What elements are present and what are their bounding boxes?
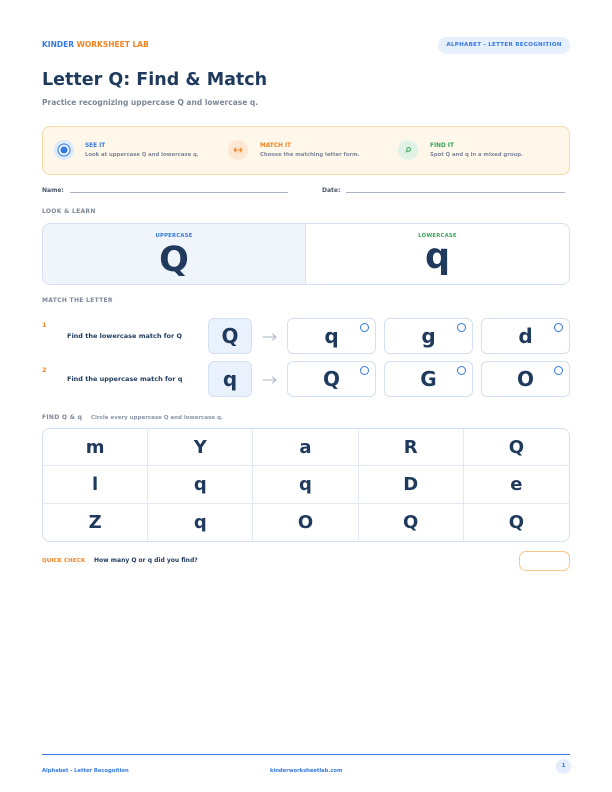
grid-cell[interactable]: Y [148, 429, 253, 466]
grid-cell[interactable]: l [43, 466, 148, 503]
option-radio[interactable] [457, 366, 466, 375]
brand-logo [42, 40, 149, 50]
option-letter: d [518, 324, 533, 348]
option-choice[interactable] [287, 361, 376, 397]
lowercase-letter: q [424, 237, 451, 277]
grid-cell[interactable]: q [148, 504, 253, 541]
look-learn-heading: LOOK & LEARN [42, 208, 96, 215]
target-icon [54, 140, 74, 160]
option-radio[interactable] [360, 366, 369, 375]
target-letter: Q [208, 318, 252, 354]
question-number: 2 [42, 366, 47, 374]
option-choice[interactable] [287, 318, 376, 354]
grid-cell[interactable]: D [359, 466, 464, 503]
swap-arrows-icon [228, 140, 248, 160]
grid-cell[interactable]: q [148, 466, 253, 503]
find-heading: FIND Q & q [42, 414, 83, 421]
uppercase-label: UPPERCASE [155, 233, 193, 239]
arrow-right-icon [262, 374, 278, 386]
grid-cell[interactable]: Q [508, 511, 525, 533]
footer-topic: Alphabet - Letter Recognition [42, 768, 129, 774]
name-field[interactable] [70, 192, 288, 193]
step-match-text: Choose the matching letter form. [260, 152, 360, 158]
page-title: Letter Q: Find & Match [42, 70, 268, 90]
grid-cell[interactable]: a [253, 429, 358, 466]
step-find-label: FIND IT [430, 143, 454, 149]
option-choice[interactable] [384, 361, 473, 397]
letter-grid [42, 428, 570, 542]
footer-website: kinderworksheetlab.com [270, 768, 343, 774]
step-see-text: Look at uppercase Q and lowercase q. [85, 152, 199, 158]
step-see-label: SEE IT [85, 143, 106, 149]
quick-check-answer-box[interactable] [519, 551, 570, 571]
grid-cell[interactable]: m [43, 429, 148, 466]
question-prompt: Find the uppercase match for q [67, 375, 183, 383]
option-radio[interactable] [360, 323, 369, 332]
option-letter: G [420, 367, 437, 391]
page-subtitle: Practice recognizing uppercase Q and lowercase q. [42, 98, 259, 107]
grid-cell[interactable]: Q [359, 504, 464, 541]
lowercase-label: LOWERCASE [418, 233, 457, 239]
uppercase-letter: Q [159, 240, 189, 280]
step-find-text: Spot Q and q in a mixed group. [430, 152, 524, 158]
look-learn-panel [42, 223, 570, 285]
question-number: 1 [42, 321, 47, 329]
grid-cell[interactable]: O [253, 504, 358, 541]
footer-divider [42, 754, 570, 755]
quick-check-question: How many Q or q did you find? [94, 557, 198, 564]
brand-worksheet-lab: WORKSHEET LAB [76, 40, 149, 49]
grid-cell[interactable]: Q [464, 429, 569, 466]
option-choice[interactable] [481, 361, 570, 397]
uppercase-panel [43, 224, 306, 284]
option-radio[interactable] [554, 366, 563, 375]
instructions-box [42, 126, 570, 175]
lowercase-panel [306, 224, 569, 284]
match-heading: MATCH THE LETTER [42, 297, 113, 304]
option-choice[interactable] [481, 318, 570, 354]
grid-cell[interactable]: q [253, 466, 358, 503]
option-radio[interactable] [457, 323, 466, 332]
page-number: 1 [556, 759, 571, 774]
grid-cell[interactable]: R [359, 429, 464, 466]
option-choice[interactable] [384, 318, 473, 354]
grid-cell[interactable]: Z [43, 504, 148, 541]
step-match-label: MATCH IT [260, 143, 291, 149]
target-letter: q [208, 361, 252, 397]
find-instruction: Circle every uppercase Q and lowercase q. [91, 415, 223, 421]
date-label: Date: [322, 187, 341, 194]
option-letter: Q [322, 367, 340, 391]
date-field[interactable] [346, 192, 565, 193]
topic-badge: ALPHABET - LETTER RECOGNITION [438, 37, 570, 54]
option-letter: q [324, 324, 339, 348]
quick-check-label: QUICK CHECK [42, 558, 86, 564]
arrow-right-icon [262, 331, 278, 343]
name-label: Name: [42, 187, 64, 194]
option-radio[interactable] [554, 323, 563, 332]
brand-kinder: KINDER [42, 40, 75, 49]
grid-cell[interactable]: e [464, 466, 569, 503]
question-prompt: Find the lowercase match for Q [67, 332, 183, 340]
option-letter: O [516, 367, 534, 391]
option-letter: g [421, 324, 436, 348]
search-icon [398, 140, 418, 160]
